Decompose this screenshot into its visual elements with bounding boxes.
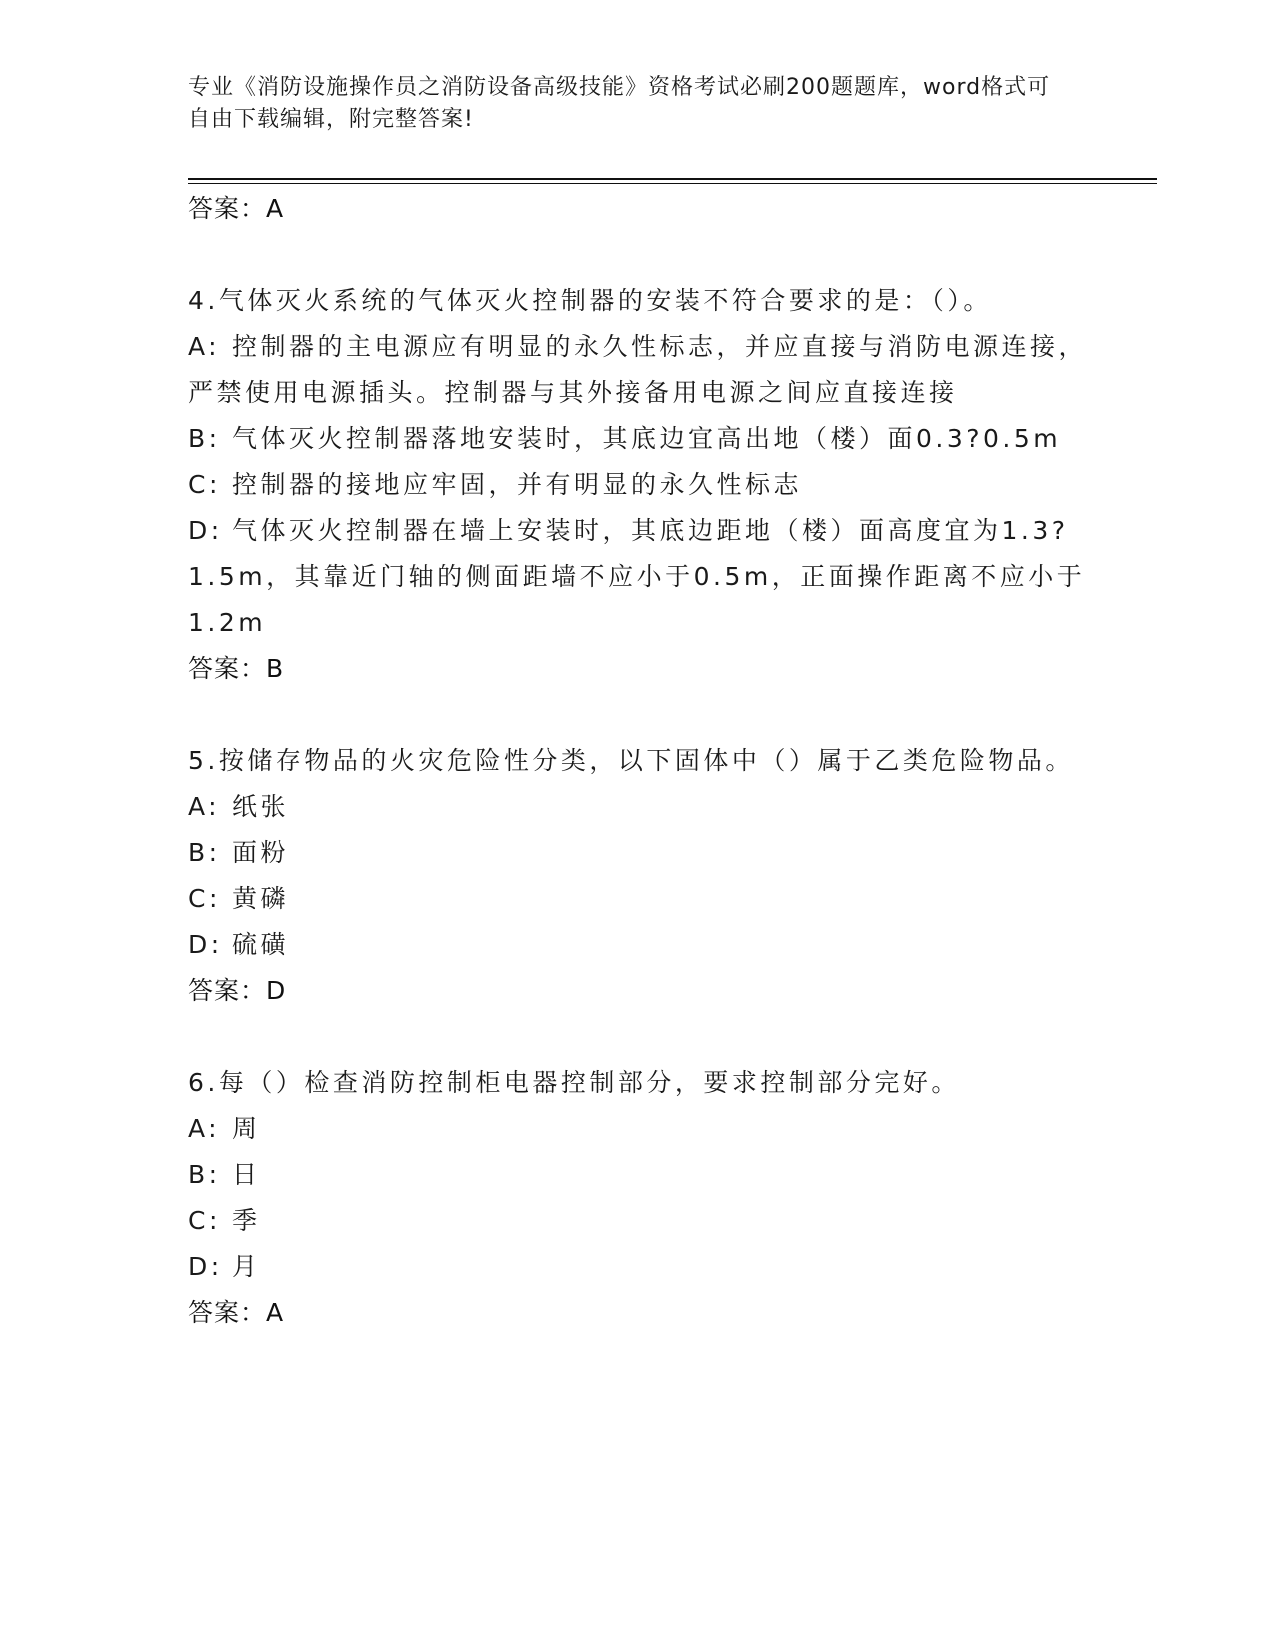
option-letter: A: [188, 1114, 221, 1143]
answer-line: 答案：D [188, 976, 287, 1005]
header-text: 专业《消防设施操作员之消防设备高级技能》资格考试必刷200题题库，word格式可自由下载编辑，附完整答案! [188, 75, 1051, 132]
option-a [188, 784, 1088, 830]
question-5 [188, 738, 1088, 1014]
option-d [188, 1244, 1088, 1290]
option-letter: C: [188, 470, 221, 499]
question-stem: 6.每（）检查消防控制柜电器控制部分，要求控制部分完好。 [188, 1068, 960, 1097]
option-letter: D: [188, 1252, 223, 1281]
option-b [188, 1152, 1088, 1198]
question-list [188, 186, 1088, 1336]
option-a [188, 1106, 1088, 1152]
option-text: 月 [232, 1252, 261, 1281]
option-text: 面粉 [232, 838, 290, 867]
option-text: 控制器的接地应牢固，并有明显的永久性标志 [232, 470, 803, 499]
option-text: 日 [232, 1160, 261, 1189]
option-text: 纸张 [232, 792, 290, 821]
question-4 [188, 278, 1088, 692]
option-letter: A: [188, 332, 221, 361]
option-letter: B: [188, 1160, 221, 1189]
document-header [188, 72, 1068, 136]
option-text: 气体灭火控制器落地安装时，其底边宜高出地（楼）面0.3?0.5m [232, 424, 1062, 453]
option-a [188, 324, 1088, 416]
option-text: 黄磷 [232, 884, 290, 913]
option-text: 季 [232, 1206, 261, 1235]
option-letter: D: [188, 516, 223, 545]
spacer [188, 1014, 1088, 1060]
option-text: 气体灭火控制器在墙上安装时，其底边距地（楼）面高度宜为1.3?1.5m，其靠近门轴的侧面距墙不应小于0.5m，正面操作距离不应小于1.2m [188, 516, 1086, 637]
question-stem: 5.按储存物品的火灾危险性分类，以下固体中（）属于乙类危险物品。 [188, 746, 1074, 775]
answer-line: 答案：A [188, 1298, 285, 1327]
option-letter: C: [188, 884, 221, 913]
answer-line: 答案：A [188, 194, 285, 223]
option-d [188, 922, 1088, 968]
option-text: 硫磺 [232, 930, 290, 959]
option-letter: B: [188, 424, 221, 453]
option-d [188, 508, 1088, 646]
option-c [188, 462, 1088, 508]
option-c [188, 876, 1088, 922]
option-text: 控制器的主电源应有明显的永久性标志，并应直接与消防电源连接，严禁使用电源插头。控制器与其外接备用电源之间应直接连接 [188, 332, 1088, 407]
spacer [188, 232, 1088, 278]
option-b [188, 830, 1088, 876]
header-rule-thick [188, 178, 1157, 180]
question-stem: 4.气体灭火系统的气体灭火控制器的安装不符合要求的是：（）。 [188, 286, 992, 315]
option-text: 周 [232, 1114, 261, 1143]
option-letter: B: [188, 838, 221, 867]
option-letter: C: [188, 1206, 221, 1235]
option-c [188, 1198, 1088, 1244]
header-rule-thin [188, 183, 1157, 184]
option-letter: A: [188, 792, 221, 821]
spacer [188, 692, 1088, 738]
answer-line: 答案：B [188, 654, 285, 683]
option-letter: D: [188, 930, 223, 959]
option-b [188, 416, 1088, 462]
question-6 [188, 1060, 1088, 1336]
